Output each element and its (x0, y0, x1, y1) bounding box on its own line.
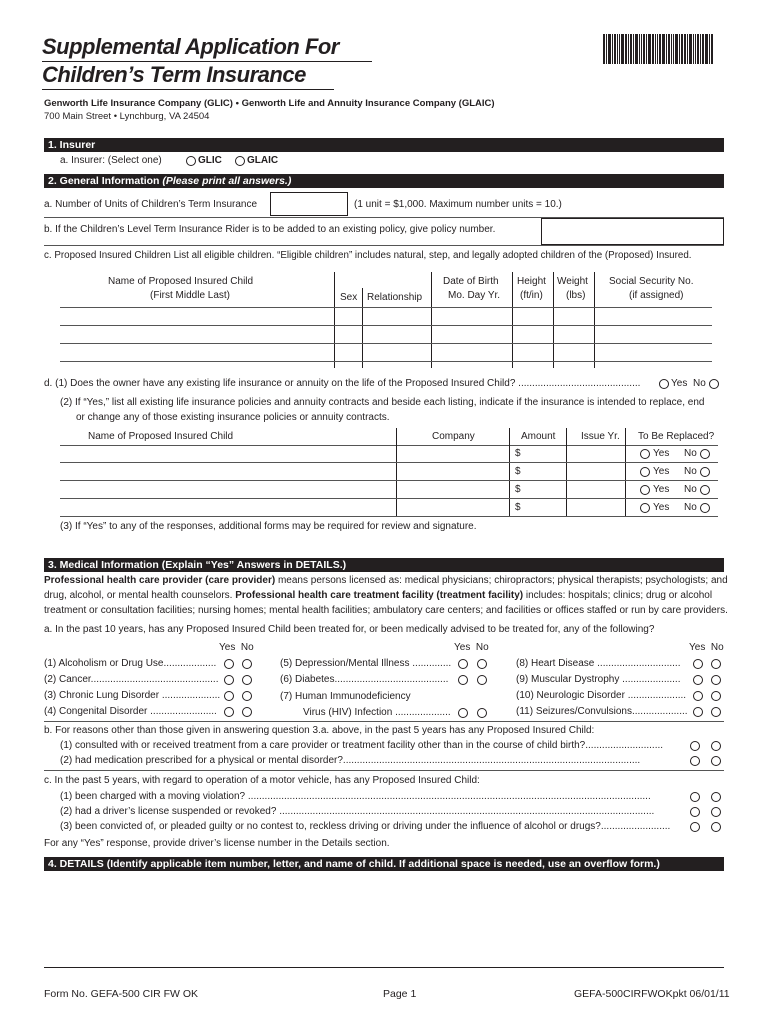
treatment-facility-term: Professional health care treatment facility (treatment facility) (235, 590, 524, 601)
d3-note: (3) If “Yes” to any of the responses, additional forms may be required for review and signature. (60, 521, 477, 532)
d1-yes-radio[interactable] (659, 379, 669, 389)
d1-yes-label: Yes (671, 378, 688, 389)
replace-no-radio-3[interactable] (700, 485, 710, 495)
details-textarea[interactable] (44, 871, 724, 967)
replace-no-radio-1[interactable] (700, 449, 710, 459)
condition-8-no[interactable] (711, 659, 721, 669)
d1-no-label: No (693, 378, 706, 389)
condition-3-no[interactable] (242, 691, 252, 701)
col-weight-sub: (lbs) (566, 290, 586, 301)
col-name-sub: (First Middle Last) (150, 290, 231, 301)
replace-yes-radio-2[interactable] (640, 467, 650, 477)
condition-6-yes[interactable] (458, 675, 468, 685)
barcode (603, 34, 739, 64)
col-height-sub: (ft/in) (520, 290, 543, 301)
amount-dollar-1: $ (515, 448, 521, 459)
condition-7-cont: Virus (HIV) Infection .................... (303, 707, 451, 718)
amount-dollar-2: $ (515, 466, 521, 477)
title-line-2: Children’s Term Insurance (42, 62, 306, 87)
condition-8: (8) Heart Disease .............................. (516, 658, 681, 669)
condition-7: (7) Human Immunodeficiency (280, 691, 411, 702)
insurance-row-1[interactable] (60, 462, 718, 463)
yes-no-header-3 (689, 642, 724, 654)
replace-no-label-3: No (684, 484, 697, 495)
medical-b2: (2) had medication prescribed for a physical or mental disorder?........................................................................................................... (60, 755, 641, 766)
replace-yes-radio-4[interactable] (640, 503, 650, 513)
child-row-2[interactable] (60, 343, 712, 344)
medical-c2: (2) had a driver’s license suspended or revoked? ....................................................................................................................................... (60, 806, 655, 817)
no-header: No (240, 642, 254, 653)
d2-line2: or change any of those existing insurance policies or annuity contracts. (76, 412, 390, 423)
condition-1-no[interactable] (242, 659, 252, 669)
replace-no-label-2: No (684, 466, 697, 477)
child-row-1[interactable] (60, 325, 712, 326)
replace-no-label-1: No (684, 448, 697, 459)
replace-no-radio-4[interactable] (700, 503, 710, 513)
glaic-radio[interactable] (235, 156, 245, 166)
col-relationship: Relationship (367, 292, 423, 303)
no-header: No (475, 642, 489, 653)
condition-9-no[interactable] (711, 675, 721, 685)
col-dob-sub: Mo. Day Yr. (448, 290, 501, 301)
grid-line (594, 272, 595, 368)
condition-3: (3) Chronic Lung Disorder ..................... (44, 690, 221, 701)
col-ssn-sub: (if assigned) (629, 290, 684, 301)
grid-line (362, 288, 363, 368)
b2-yes-radio[interactable] (690, 756, 700, 766)
condition-5-yes[interactable] (458, 659, 468, 669)
c1-no-radio[interactable] (711, 792, 721, 802)
grid-line (60, 445, 718, 446)
condition-8-yes[interactable] (693, 659, 703, 669)
glic-radio[interactable] (186, 156, 196, 166)
section4-heading: 4. DETAILS (Identify applicable item number, letter, and name of child. If additional space is needed, use an overflow form.) (44, 857, 724, 871)
section3-para-line2 (44, 590, 712, 602)
policy-number-label: b. If the Children’s Level Term Insurance Rider is to be added to an existing policy, give policy number. (44, 224, 496, 235)
col-name: Name of Proposed Insured Child (108, 276, 254, 287)
policy-number-input[interactable] (541, 218, 724, 245)
title-rule-1 (42, 61, 372, 62)
c3-yes-radio[interactable] (690, 822, 700, 832)
col-ssn: Social Security No. (609, 276, 694, 287)
insurance-row-3[interactable] (60, 498, 718, 499)
grid-line (509, 428, 510, 516)
ins-col-amount: Amount (521, 431, 556, 442)
replace-yes-label-3: Yes (653, 484, 670, 495)
grid-line (512, 272, 513, 368)
condition-2-yes[interactable] (224, 675, 234, 685)
units-label: a. Number of Units of Children’s Term Insurance (44, 199, 258, 210)
condition-2: (2) Cancer.............................................. (44, 674, 219, 685)
address-line: 700 Main Street • Lynchburg, VA 24504 (44, 111, 210, 122)
grid-line (334, 272, 335, 368)
condition-11: (11) Seizures/Convulsions.................... (516, 706, 688, 717)
units-input[interactable] (270, 192, 348, 216)
c2-no-radio[interactable] (711, 807, 721, 817)
condition-4-no[interactable] (242, 707, 252, 717)
insurance-row-2[interactable] (60, 480, 718, 481)
condition-6-no[interactable] (477, 675, 487, 685)
replace-yes-label-2: Yes (653, 466, 670, 477)
replace-no-label-4: No (684, 502, 697, 513)
yes-no-header-1 (219, 642, 254, 654)
section3-para-line1 (44, 575, 728, 587)
footer-code: GEFA-500CIRFWOKpkt 06/01/11 (574, 988, 730, 1000)
amount-dollar-3: $ (515, 484, 521, 495)
insurance-row-4[interactable] (60, 516, 718, 517)
glaic-label: GLAIC (247, 155, 279, 166)
replace-no-radio-2[interactable] (700, 467, 710, 477)
section1-heading: 1. Insurer (44, 138, 724, 152)
grid-line (396, 428, 397, 516)
grid-line (431, 272, 432, 368)
condition-1-yes[interactable] (224, 659, 234, 669)
para-text: drug, alcohol, or mental health counselors. (44, 590, 236, 601)
no-header: No (710, 642, 724, 653)
ins-col-replaced: To Be Replaced? (638, 431, 715, 442)
section2-heading (44, 174, 724, 188)
child-row-3[interactable] (60, 361, 712, 362)
grid-line (553, 272, 554, 368)
yes-no-header-2 (454, 642, 489, 654)
condition-2-no[interactable] (242, 675, 252, 685)
col-dob: Date of Birth (443, 276, 499, 287)
drivers-license-note: For any “Yes” response, provide driver’s license number in the Details section. (44, 838, 390, 849)
d2-line1: (2) If “Yes,” list all existing life insurance policies and annuity contracts and beside each listing, indicate if the insurance is intended to replace, end (60, 397, 705, 408)
replace-yes-radio-1[interactable] (640, 449, 650, 459)
condition-5-no[interactable] (477, 659, 487, 669)
section3-para-line3: treatment or consultation facilities; nursing homes; mental health facilities; ambulatory care centers; and facilities or offices staffed or run by care providers. (44, 605, 728, 616)
grid-line (60, 307, 712, 308)
c2-yes-radio[interactable] (690, 807, 700, 817)
condition-10: (10) Neurologic Disorder ..................... (516, 690, 687, 701)
medical-b-label: b. For reasons other than those given in answering question 3.a. above, in the past 5 years has any Proposed Insured Child: (44, 725, 595, 736)
condition-11-no[interactable] (711, 707, 721, 717)
col-height: Height (517, 276, 546, 287)
replace-yes-label-1: Yes (653, 448, 670, 459)
condition-10-no[interactable] (711, 691, 721, 701)
condition-11-yes[interactable] (693, 707, 703, 717)
para-text: includes: hospitals; clinics; drug or alcohol (523, 590, 713, 601)
ins-col-name: Name of Proposed Insured Child (88, 431, 234, 442)
medical-c3: (3) been convicted of, or pleaded guilty or no contest to, reckless driving or driving under the influence of alcohol or drugs?......................... (60, 821, 671, 832)
section2-heading-text: 2. General Information (48, 175, 160, 187)
footer-page: Page 1 (383, 988, 417, 1000)
c3-no-radio[interactable] (711, 822, 721, 832)
condition-9: (9) Muscular Dystrophy ..................... (516, 674, 681, 685)
care-provider-term: Professional health care provider (care provider) (44, 575, 276, 586)
medical-b1: (1) consulted with or received treatment from a care provider or treatment facility other than in the course of child birth?............................ (60, 740, 664, 751)
ins-col-issue: Issue Yr. (581, 431, 620, 442)
condition-7-no[interactable] (477, 708, 487, 718)
grid-line (625, 428, 626, 516)
divider (44, 245, 724, 246)
units-note: (1 unit = $1,000. Maximum number units = 10.) (354, 199, 562, 210)
b1-no-radio[interactable] (711, 741, 721, 751)
medical-c1: (1) been charged with a moving violation? ................................................................................................................................................. (60, 791, 651, 802)
grid-line (566, 428, 567, 516)
replace-yes-radio-3[interactable] (640, 485, 650, 495)
medical-c-label: c. In the past 5 years, with regard to operation of a motor vehicle, has any Proposed Insured Child: (44, 775, 480, 786)
condition-6: (6) Diabetes......................................... (280, 674, 449, 685)
condition-5: (5) Depression/Mental Illness .............. (280, 658, 452, 669)
divider (44, 770, 724, 771)
condition-4-yes[interactable] (224, 707, 234, 717)
replace-yes-label-4: Yes (653, 502, 670, 513)
company-line: Genworth Life Insurance Company (GLIC) • Genworth Life and Annuity Insurance Company (GLAIC) (44, 98, 495, 109)
insurer-label: a. Insurer: (Select one) (60, 155, 162, 166)
section2-heading-note: (Please print all answers.) (162, 175, 292, 187)
divider (44, 967, 724, 968)
yes-header: Yes (689, 642, 706, 653)
medical-a-label: a. In the past 10 years, has any Proposed Insured Child been treated for, or been medically advised to be treated for, any of the following? (44, 624, 655, 635)
col-weight: Weight (557, 276, 588, 287)
divider (44, 721, 724, 722)
condition-10-yes[interactable] (693, 691, 703, 701)
title-line-1: Supplemental Application For (42, 34, 339, 59)
para-text: means persons licensed as: medical physicians; chiropractors; physical therapists; psychologists; and (275, 575, 728, 586)
ins-col-company: Company (432, 431, 475, 442)
amount-dollar-4: $ (515, 502, 521, 513)
footer-form-no: Form No. GEFA-500 CIR FW OK (44, 988, 199, 1000)
glic-label: GLIC (198, 155, 222, 166)
yes-header: Yes (454, 642, 471, 653)
condition-4: (4) Congenital Disorder ........................ (44, 706, 217, 717)
d1-no-radio[interactable] (709, 379, 719, 389)
existing-insurance-question: d. (1) Does the owner have any existing life insurance or annuity on the life of the Proposed Insured Child? ............................................ (44, 378, 641, 389)
condition-7-yes[interactable] (458, 708, 468, 718)
yes-header: Yes (219, 642, 236, 653)
section3-heading: 3. Medical Information (Explain “Yes” Answers in DETAILS.) (44, 558, 724, 572)
c1-yes-radio[interactable] (690, 792, 700, 802)
b2-no-radio[interactable] (711, 756, 721, 766)
b1-yes-radio[interactable] (690, 741, 700, 751)
condition-1: (1) Alcoholism or Drug Use................... (44, 658, 217, 669)
title-rule-2 (42, 89, 334, 90)
proposed-children-label: c. Proposed Insured Children List all eligible children. “Eligible children” includes natural, step, and legally adopted children of the (Proposed) Insured. (44, 250, 692, 261)
condition-9-yes[interactable] (693, 675, 703, 685)
condition-3-yes[interactable] (224, 691, 234, 701)
col-sex: Sex (340, 292, 358, 303)
